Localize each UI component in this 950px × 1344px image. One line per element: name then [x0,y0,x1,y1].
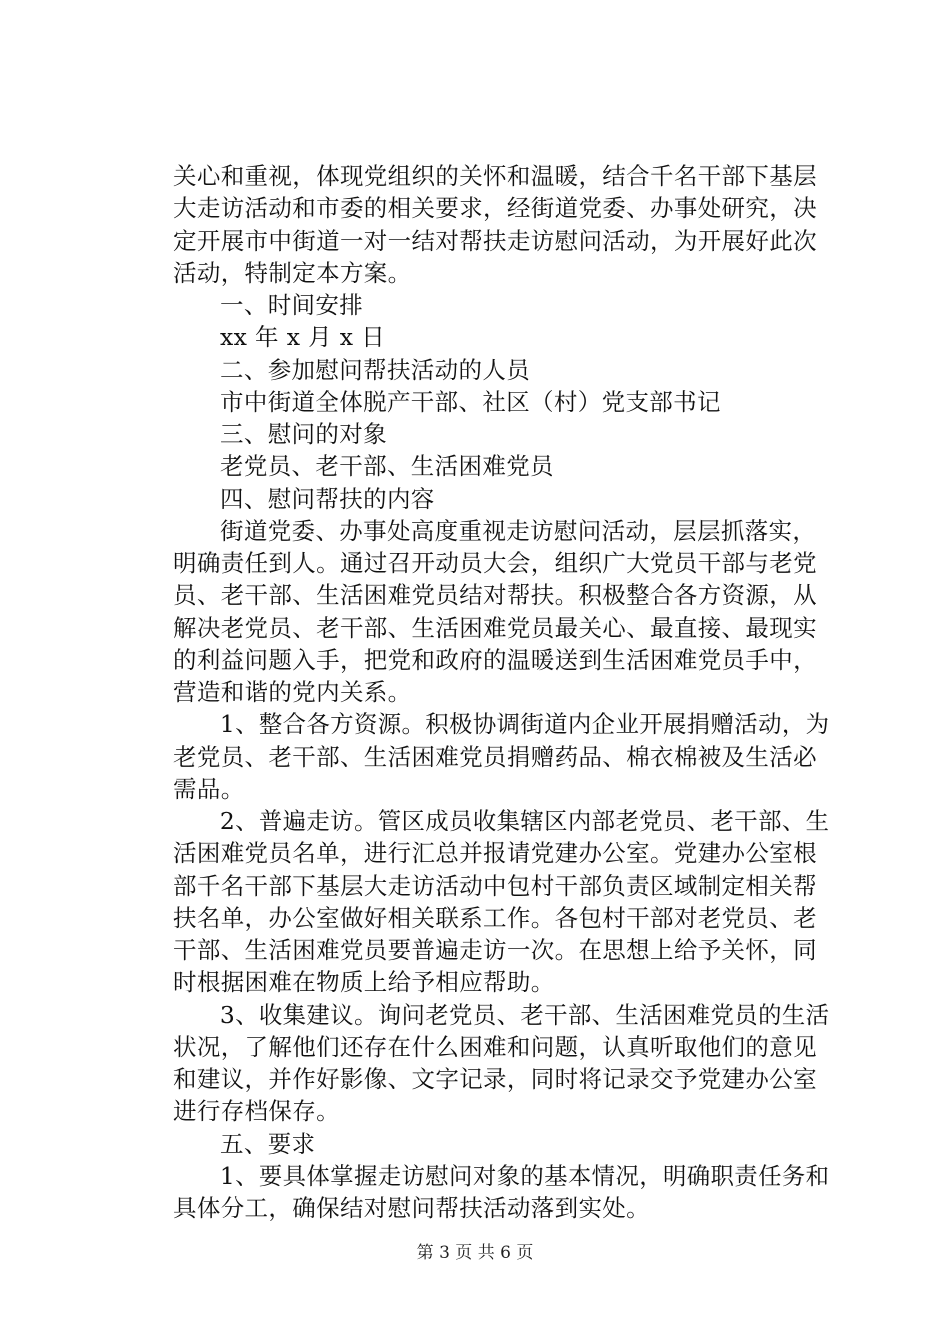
text-line: 干部、生活困难党员要普遍走访一次。在思想上给予关怀，同 [173,936,817,964]
text-line: 3、收集建议。询问老党员、老干部、生活困难党员的生活 [219,1000,830,1029]
text-line: 的利益问题入手，把党和政府的温暖送到生活困难党员手中， [173,645,817,674]
text-line: 老党员、老干部、生活困难党员捐赠药品、棉衣棉被及生活必 [173,742,817,771]
page-footer: 第 3 页 共 6 页 [416,1243,534,1263]
text-line: 需品。 [173,774,245,803]
text-line: 活困难党员名单，进行汇总并报请党建办公室。党建办公室根 [173,839,817,868]
text-line: 营造和谐的党内关系。 [173,678,412,706]
text-line: 三、慰问的对象 [220,420,387,448]
text-line: 明确责任到人。通过召开动员大会，组织广大党员干部与老党 [173,549,817,577]
text-line: 员、老干部、生活困难党员结对帮扶。积极整合各方资源，从 [173,581,817,610]
text-line: 大走访活动和市委的相关要求，经街道党委、办事处研究，决 [173,194,817,223]
text-line: 定开展市中街道一对一结对帮扶走访慰问活动，为开展好此次 [173,226,817,255]
text-line: 街道党委、办事处高度重视走访慰问活动，层层抓落实， [220,516,817,545]
text-line: 四、慰问帮扶的内容 [220,484,435,513]
text-line: 1、整合各方资源。积极协调街道内企业开展捐赠活动，为 [219,710,830,739]
text-line: 市中街道全体脱产干部、社区（村）党支部书记 [220,387,721,416]
text-line: 五、要求 [220,1129,316,1158]
text-line: 扶名单，办公室做好相关联系工作。各包村干部对老党员、老 [173,903,817,932]
text-line: 1、要具体掌握走访慰问对象的基本情况，明确职责任务和 [219,1161,830,1190]
text-line: 解决老党员、老干部、生活困难党员最关心、最直接、最现实 [173,613,817,642]
text-line: 一、时间安排 [220,291,364,319]
text-line: 具体分工，确保结对慰问帮扶活动落到实处。 [173,1194,650,1222]
text-line: 老党员、老干部、生活困难党员 [220,452,554,481]
text-line: 部千名干部下基层大走访活动中包村干部负责区域制定相关帮 [173,871,817,900]
text-line: 进行存档保存。 [173,1097,340,1126]
text-line: 时根据困难在物质上给予相应帮助。 [173,968,555,997]
text-line: 2、普遍走访。管区成员收集辖区内部老党员、老干部、生 [219,807,830,835]
text-line: xx 年 x 月 x 日 [220,323,386,352]
text-line: 关心和重视，体现党组织的关怀和温暖，结合千名干部下基层 [173,162,817,190]
text-line: 二、参加慰问帮扶活动的人员 [220,355,531,384]
text-line: 状况，了解他们还存在什么困难和问题，认真听取他们的意见 [173,1032,817,1061]
text-line: 活动，特制定本方案。 [173,258,412,287]
text-line: 和建议，并作好影像、文字记录，同时将记录交予党建办公室 [173,1065,817,1093]
document-body [173,160,830,1224]
